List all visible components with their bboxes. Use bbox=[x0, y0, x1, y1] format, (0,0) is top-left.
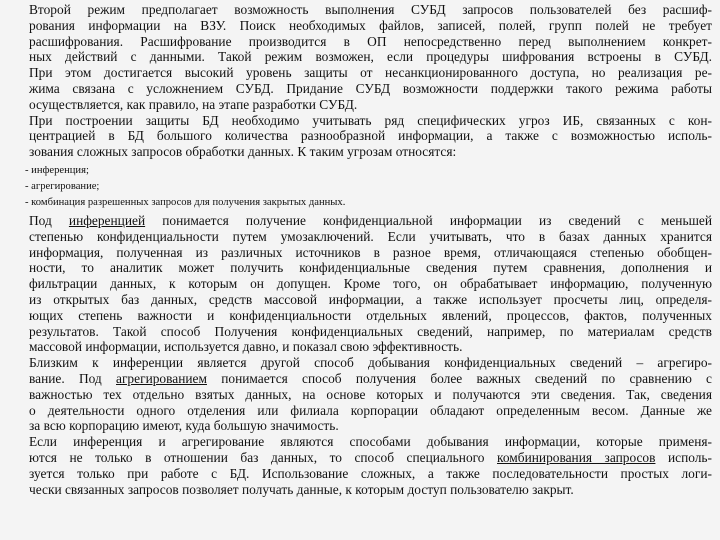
paragraph-db-threats bbox=[9, 113, 712, 160]
text-line bbox=[9, 371, 712, 387]
text-line: важностью тех отдельно взятых данных, на основе которых и получаются эти сведения. Так, сведения bbox=[29, 386, 712, 402]
text-fragment: вание. Под bbox=[29, 370, 116, 386]
paragraph-second-mode bbox=[9, 2, 712, 113]
paragraph-query-combination bbox=[9, 434, 712, 497]
text-line bbox=[9, 213, 712, 229]
list-item: - агрегирование; bbox=[25, 180, 100, 192]
text-line: При этом достигается высокий уровень защиты от несанкционированного доступа, но реализация ре- bbox=[29, 65, 712, 81]
text-line: ющих степень важности и конфиденциальности отдельных явлений, процессов, фактов, полученных bbox=[29, 307, 712, 323]
text-line: ности, то аналитик может получить конфиденциальные сведения путем сравнения, дополнения и bbox=[29, 260, 712, 276]
text-line: рования информации на ВЗУ. Поиск необходимых файлов, записей, полей, групп полей не требует bbox=[29, 17, 712, 33]
text-fragment: ются не только в отношении баз данных, то способ специального bbox=[29, 449, 498, 465]
text-line: Близким к инференции является другой способ добывания конфиденциальных сведений – агрегиро- bbox=[29, 355, 712, 371]
text-line: результатов. Такой способ Получения конфиденциальных сведений, например, по материалам средств bbox=[29, 323, 712, 339]
text-line: из открытых баз данных, средств массовой информации, а также использует просчеты лиц, определя- bbox=[29, 291, 712, 307]
text-line: чески связанных запросов позволяет получать данные, к которым доступ пользователю закрыт. bbox=[29, 481, 574, 497]
text-line: При построении защиты БД необходимо учитывать ряд специфических угроз ИБ, связанных с кон- bbox=[29, 112, 712, 128]
text-line: степенью конфиденциальности путем умозаключений. Если учитывать, что в базах данных хранится bbox=[29, 228, 712, 244]
text-line: Второй режим предполагает возможность выполнения СУБД запросов пользователей без расшиф- bbox=[29, 2, 712, 17]
text-line: о деятельности одного отделения или филиала корпорации обладают определенным весом. Данные же bbox=[29, 402, 712, 418]
text-fragment: понимается способ получения более важных сведений по сравнению с bbox=[206, 370, 713, 386]
text-line: массовой информации, используется давно, и показал свою эффективность. bbox=[29, 339, 463, 355]
text-line: фильтрации данных, к которым он допущен. Кроме того, он обрабатывает информацию, полученную bbox=[29, 276, 712, 292]
text-line: жима связана с усложнением СУБД. Придание СУБД возможности поддержки такого режима работы bbox=[29, 80, 712, 96]
list-item: - комбинация разрешенных запросов для получения закрытых данных. bbox=[25, 196, 346, 208]
text-fragment: понимается получение конфиденциальной информации из сведений с меньшей bbox=[145, 212, 712, 228]
text-line: осуществляется, как правило, на этапе разработки СУБД. bbox=[29, 96, 358, 112]
text-line: зуется только при работе с БД. Использование сложных, а также последовательности простых логи- bbox=[29, 465, 712, 481]
text-line: зования сложных запросов обработки данных. К таким угрозам относятся: bbox=[29, 144, 457, 160]
text-line: за всю корпорацию имеют, куда большую значимость. bbox=[29, 418, 339, 434]
term-query-combination: комбинирования запросов bbox=[497, 449, 656, 465]
text-line: Если инференция и агрегирование являются способами добывания информации, которые применя- bbox=[29, 434, 712, 450]
text-line: информация, полученная из различных источников в разное время, отличающаяся степенью обобщен- bbox=[29, 244, 712, 260]
text-line: центрацией в БД большого количества разнообразной информации, а также с возможностью исполь- bbox=[29, 128, 712, 144]
list-item: - инференция; bbox=[25, 164, 89, 176]
text-line bbox=[9, 450, 712, 466]
text-line: ных действий с данными. Такой режим возможен, если процедуры шифрования встроены в СУБД. bbox=[29, 49, 712, 65]
term-inference: инференцией bbox=[68, 212, 146, 228]
text-line: расшифрования. Расшифрование производится в ОП непосредственно перед выполнением конкрет- bbox=[29, 33, 712, 49]
term-aggregation: агрегированием bbox=[116, 370, 207, 386]
paragraph-aggregation bbox=[9, 355, 712, 434]
text-fragment: Под bbox=[29, 212, 69, 228]
threat-list bbox=[9, 163, 712, 211]
text-fragment: исполь- bbox=[655, 449, 713, 465]
paragraph-inference bbox=[9, 213, 712, 355]
